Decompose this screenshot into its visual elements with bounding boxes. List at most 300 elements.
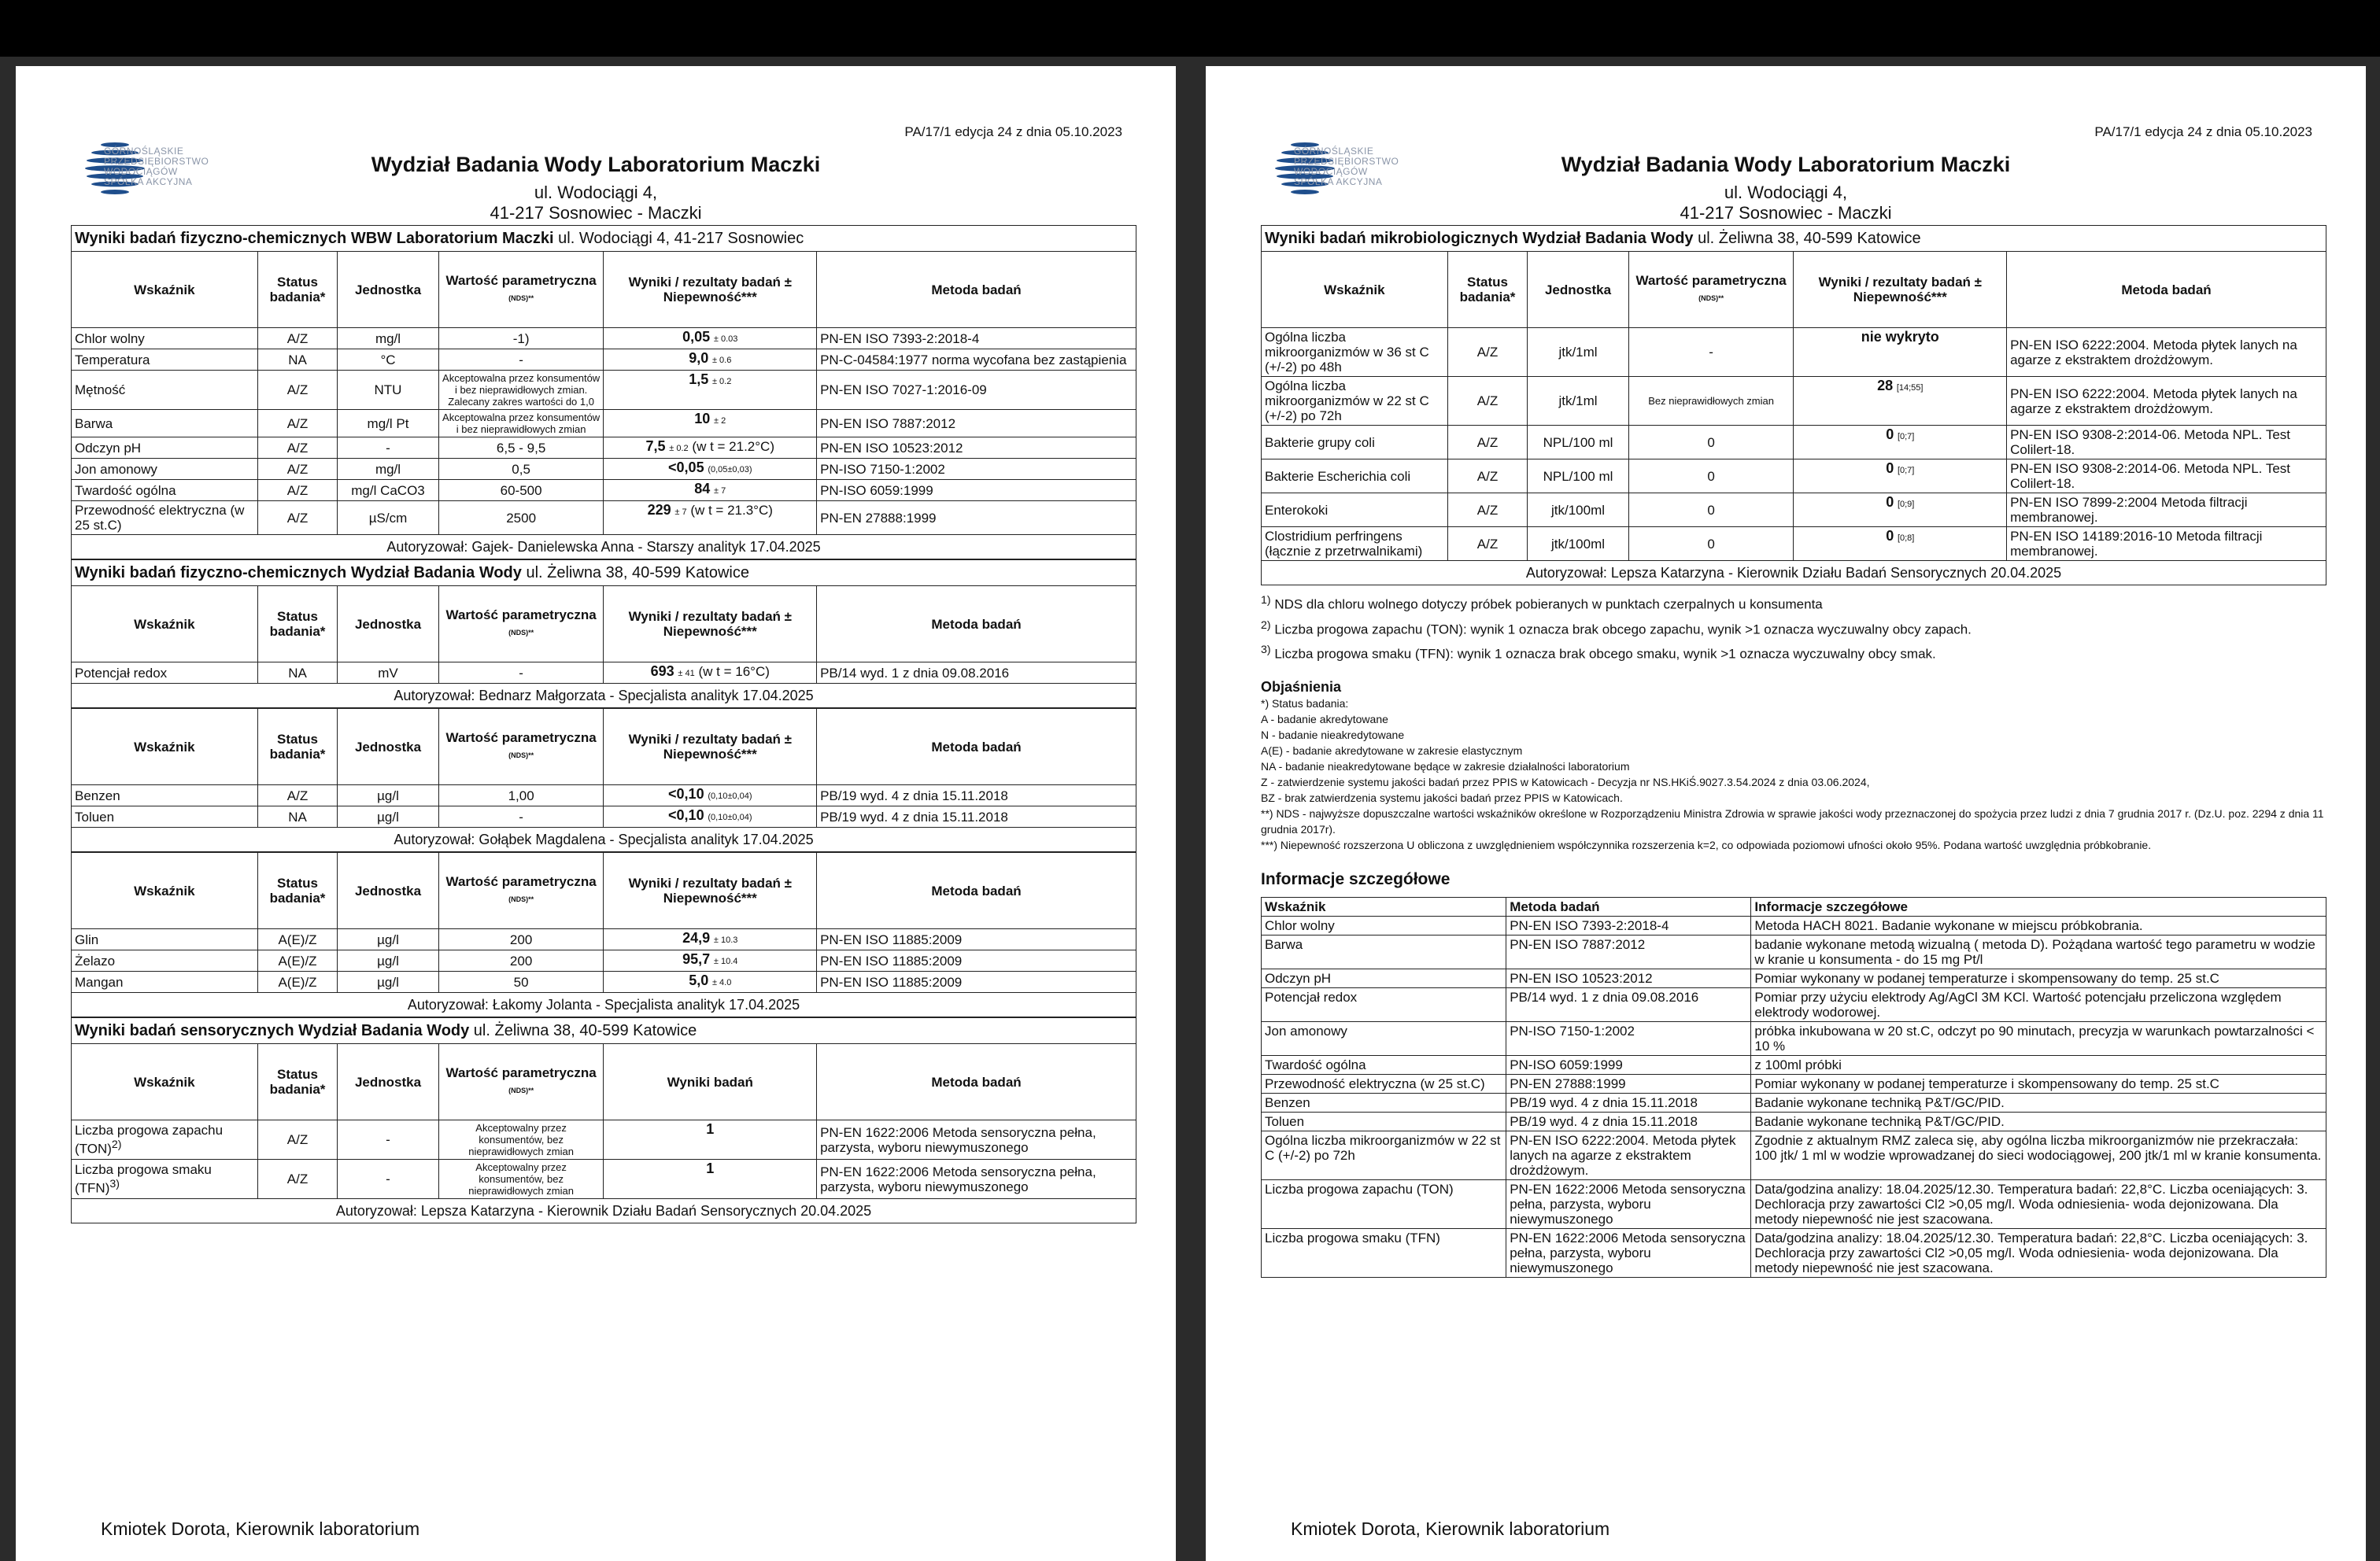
cell-result (604, 328, 817, 349)
cell-indicator: Jon amonowy (72, 459, 258, 480)
table-header-row (72, 1044, 1136, 1120)
section-title-microbiology: Wyniki badań mikrobiologicznych Wydział Badania Wody ul. Żeliwna 38, 40-599 Katowice (1261, 225, 2326, 251)
company-logo-text: GÓRNOŚLĄSKIE PRZEDSIĘBIORSTWO WODOCIĄGÓW SPÓŁKA AKCYJNA (104, 146, 209, 187)
result-value: 28 (1877, 378, 1894, 393)
table-row (72, 371, 1136, 410)
lab-title: Wydział Badania Wody Laboratorium Maczki (371, 153, 821, 176)
cell-result (604, 929, 817, 950)
cell-status: A/Z (257, 1120, 337, 1160)
cell-unit: mg/l (338, 328, 439, 349)
signer: Kmiotek Dorota, Kierownik laboratorium (101, 1519, 420, 1539)
explanation-line: BZ - brak zatwierdzenia systemu jakości badań przez PPIS w Katowicach. (1261, 791, 1623, 804)
cell-status: A/Z (257, 437, 337, 459)
col-header: Wskaźnik (72, 1044, 258, 1120)
cell-parametric: 60-500 (438, 480, 604, 501)
details-row (1262, 916, 2326, 935)
details-cell: z 100ml próbki (1751, 1055, 2326, 1074)
cell-method: PN-C-04584:1977 norma wycofana bez zastąpienia (817, 349, 1136, 371)
lab-address-line2: 41-217 Sosnowiec - Maczki (490, 203, 702, 223)
cell-parametric: - (1628, 328, 1794, 377)
page1-content (71, 225, 1136, 1223)
table-row (72, 950, 1136, 972)
details-cell: Badanie wykonane techniką P&T/GC/PID. (1751, 1112, 2326, 1131)
cell-indicator: Benzen (72, 785, 258, 806)
footnote (1261, 615, 2326, 640)
cell-unit: µg/l (338, 929, 439, 950)
table-row (72, 806, 1136, 828)
col-header: Jednostka (1528, 252, 1629, 328)
explanation-line: Z - zatwierdzenie systemu jakości badań przez PPIS w Katowicach - Decyzja nr NS.HKiŚ.9027.3.54.2024 z dnia 03.06.2024, (1261, 775, 1870, 788)
cell-status: A/Z (257, 501, 337, 535)
cell-method: PN-EN ISO 14189:2016-10 Metoda filtracji membranowej. (2007, 527, 2326, 561)
measure-temp: (w t = 16°C) (698, 664, 770, 679)
cell-status: A/Z (1447, 459, 1527, 493)
cell-status: A/Z (257, 1160, 337, 1199)
cell-result (1794, 426, 2007, 459)
col-header: Status badania* (1447, 252, 1527, 328)
table-row (1262, 328, 2326, 377)
authorization-line: Autoryzował: Lepsza Katarzyna - Kierownik Działu Badań Sensorycznych 20.04.2025 (1261, 561, 2326, 585)
explanation-line: NA - badanie nieakredytowane będące w zakresie działalności laboratorium (1261, 759, 1630, 773)
table-row (72, 410, 1136, 437)
page2-content (1261, 225, 2326, 1278)
col-header: Wyniki / rezultaty badań ± Niepewność*** (604, 252, 817, 328)
signer: Kmiotek Dorota, Kierownik laboratorium (1291, 1519, 1610, 1539)
details-cell: PN-EN 1622:2006 Metoda sensoryczna pełna, parzysta, wyboru niewymuszonego (1506, 1228, 1751, 1277)
footnote (1261, 590, 2326, 615)
cell-indicator: Żelazo (72, 950, 258, 972)
cell-parametric: - (438, 349, 604, 371)
table-row (72, 480, 1136, 501)
cell-method: PN-EN ISO 9308-2:2014-06. Metoda NPL. Test Colilert-18. (2007, 459, 2326, 493)
details-cell: Chlor wolny (1262, 916, 1506, 935)
footnote-ref: 2) (111, 1138, 122, 1152)
footnote-text: Liczba progowa zapachu (TON): wynik 1 oznacza brak obcego zapachu, wynik >1 oznacza wyczuwalny obcy zapach. (1270, 622, 1972, 637)
result-value: 84 (694, 481, 711, 496)
col-header: Metoda badań (817, 709, 1136, 785)
uncertainty: [0;8] (1897, 533, 1915, 543)
col-header: Metoda badań (817, 853, 1136, 929)
table-row (72, 1120, 1136, 1160)
details-cell: Data/godzina analizy: 18.04.2025/12.30. Temperatura badań: 22,8°C. Liczba oceniających: 3. Dechloracja przy zawartości Cl2 >0,05 mg/l. Woda odniesienia- woda dejonizowana. Dla metody niepewność nie jest szacowana. (1751, 1228, 2326, 1277)
details-cell: Zgodnie z aktualnym RMZ zaleca się, aby ogólna liczba mikroorganizmów nie przekraczała: 100 jtk/ 1 ml w wodzie wprowadzanej do sieci wodociągowej, 200 jtk/1 ml w kranie konsumenta. (1751, 1131, 2326, 1179)
results-table-redox (71, 585, 1136, 684)
footnote-text: NDS dla chloru wolnego dotyczy próbek pobieranych w punktach czerpalnych u konsumenta (1270, 596, 1823, 612)
col-header: Wartość parametryczna (NDS)** (438, 586, 604, 662)
lab-title: Wydział Badania Wody Laboratorium Maczki (1561, 153, 2011, 176)
table-row (1262, 459, 2326, 493)
table-header-row (72, 853, 1136, 929)
details-cell: Metoda HACH 8021. Badanie wykonane w miejscu próbkobrania. (1751, 916, 2326, 935)
details-row (1262, 1131, 2326, 1179)
table-row (72, 1160, 1136, 1199)
footnote (1261, 640, 2326, 665)
cell-method: PN-ISO 6059:1999 (817, 480, 1136, 501)
table-row (1262, 377, 2326, 426)
cell-status: NA (257, 349, 337, 371)
details-cell: Pomiar wykonany w podanej temperaturze i skompensowany do temp. 25 st.C (1751, 1074, 2326, 1093)
results-table-benzen-toluen (71, 708, 1136, 828)
table-row (72, 785, 1136, 806)
explanation-line: N - badanie nieakredytowane (1261, 728, 1405, 741)
cell-indicator: Bakterie Escherichia coli (1262, 459, 1448, 493)
details-cell: PN-ISO 6059:1999 (1506, 1055, 1751, 1074)
details-cell: PB/19 wyd. 4 z dnia 15.11.2018 (1506, 1093, 1751, 1112)
col-header: Wyniki / rezultaty badań ± Niepewność*** (604, 586, 817, 662)
details-cell: PN-ISO 7150-1:2002 (1506, 1021, 1751, 1055)
results-table-microbiology (1261, 251, 2326, 561)
cell-parametric: 0 (1628, 493, 1794, 527)
cell-indicator: Chlor wolny (72, 328, 258, 349)
cell-result (604, 806, 817, 828)
cell-parametric: 200 (438, 950, 604, 972)
document-page-2 (1206, 66, 2366, 1561)
details-cell: Pomiar przy użyciu elektrody Ag/AgCl 3M KCl. Wartość potencjału przeliczona względem elektrody wodorowej. (1751, 987, 2326, 1021)
cell-method: PN-EN ISO 11885:2009 (817, 950, 1136, 972)
cell-unit: - (338, 437, 439, 459)
uncertainty: ± 7 (714, 486, 726, 496)
details-cell: próbka inkubowana w 20 st.C, odczyt po 90 minutach, precyzja w warunkach powtarzalności < 10 % (1751, 1021, 2326, 1055)
details-cell: PB/19 wyd. 4 z dnia 15.11.2018 (1506, 1112, 1751, 1131)
cell-method: PN-EN ISO 7887:2012 (817, 410, 1136, 437)
footnote-ref: 3) (109, 1178, 120, 1191)
cell-indicator: Liczba progowa smaku (TFN)$^{3)}$ (72, 1160, 258, 1199)
result-value: 693 (650, 663, 674, 679)
details-header-row (1262, 897, 2326, 916)
cell-result (604, 972, 817, 993)
section-title-physchem-wbw: Wyniki badań fizyczno-chemicznych WBW Laboratorium Maczki ul. Wodociągi 4, 41-217 Sosnowiec (71, 225, 1136, 251)
cell-indicator: Enterokoki (1262, 493, 1448, 527)
col-header: Metoda badań (817, 252, 1136, 328)
details-cell: Ogólna liczba mikroorganizmów w 22 st C (+/-2) po 72h (1262, 1131, 1506, 1179)
result-value: 0,05 (682, 329, 711, 345)
col-header: Metoda badań (2007, 252, 2326, 328)
details-cell: PN-EN 1622:2006 Metoda sensoryczna pełna, parzysta, wyboru niewymuszonego (1506, 1179, 1751, 1228)
details-row (1262, 1074, 2326, 1093)
measure-temp: (w t = 21.3°C) (690, 503, 773, 518)
nds-label: (NDS)** (508, 294, 534, 302)
col-header: Wyniki / rezultaty badań ± Niepewność*** (1794, 252, 2007, 328)
cell-method: PN-EN ISO 7899-2:2004 Metoda filtracji membranowej. (2007, 493, 2326, 527)
col-header: Jednostka (338, 709, 439, 785)
cell-unit: jtk/100ml (1528, 493, 1629, 527)
footnote-text: Liczba progowa smaku (TFN): wynik 1 oznacza brak obcego smaku, wynik >1 oznacza wyczuwalny obcy smak. (1270, 646, 1936, 662)
cell-status: A/Z (1447, 493, 1527, 527)
col-header: Wartość parametryczna (NDS)** (438, 853, 604, 929)
cell-method: PN-EN ISO 7393-2:2018-4 (817, 328, 1136, 349)
cell-status: A/Z (1447, 377, 1527, 426)
cell-indicator: Ogólna liczba mikroorganizmów w 22 st C (+/-2) po 72h (1262, 377, 1448, 426)
nds-label: (NDS)** (508, 1087, 534, 1094)
cell-unit: mg/l Pt (338, 410, 439, 437)
details-cell: Jon amonowy (1262, 1021, 1506, 1055)
result-value: <0,10 (668, 807, 704, 823)
measure-temp: (w t = 21.2°C) (692, 439, 774, 454)
cell-parametric: 6,5 - 9,5 (438, 437, 604, 459)
uncertainty: ± 2 (714, 416, 726, 426)
uncertainty: ± 0.6 (711, 356, 732, 365)
cell-result (604, 480, 817, 501)
details-cell: PN-EN ISO 7393-2:2018-4 (1506, 916, 1751, 935)
details-cell: PN-EN ISO 10523:2012 (1506, 969, 1751, 987)
details-row (1262, 1112, 2326, 1131)
cell-method: PB/19 wyd. 4 z dnia 15.11.2018 (817, 785, 1136, 806)
cell-unit: µg/l (338, 972, 439, 993)
cell-parametric: -1) (438, 328, 604, 349)
uncertainty: ± 10.3 (713, 935, 738, 945)
details-cell: PN-EN 27888:1999 (1506, 1074, 1751, 1093)
uncertainty: ± 0.03 (713, 334, 738, 344)
uncertainty: [0;7] (1897, 432, 1915, 441)
col-header: Wartość parametryczna (NDS)** (438, 1044, 604, 1120)
col-header: Wskaźnik (1262, 897, 1506, 916)
table-header-row (72, 586, 1136, 662)
uncertainty: [14;55] (1896, 383, 1924, 393)
cell-parametric: 1,00 (438, 785, 604, 806)
uncertainty: ± 4.0 (711, 978, 732, 987)
col-header: Metoda badań (817, 1044, 1136, 1120)
result-value: 0 (1886, 460, 1894, 476)
details-row (1262, 935, 2326, 969)
nds-label: (NDS)** (508, 751, 534, 759)
cell-indicator: Twardość ogólna (72, 480, 258, 501)
cell-result (604, 662, 817, 684)
cell-indicator: Ogólna liczba mikroorganizmów w 36 st C (+/-2) po 48h (1262, 328, 1448, 377)
table-row (72, 929, 1136, 950)
table-row (72, 972, 1136, 993)
section-title-sensory: Wyniki badań sensorycznych Wydział Badania Wody ul. Żeliwna 38, 40-599 Katowice (71, 1017, 1136, 1043)
table-row (72, 459, 1136, 480)
cell-indicator: Mętność (72, 371, 258, 410)
authorization-line: Autoryzował: Gołąbek Magdalena - Specjalista analityk 17.04.2025 (71, 828, 1136, 852)
lab-address-line1: ul. Wodociągi 4, (1724, 183, 1848, 202)
cell-method: PN-ISO 7150-1:2002 (817, 459, 1136, 480)
details-title: Informacje szczegółowe (1261, 869, 1451, 888)
col-header: Wskaźnik (72, 586, 258, 662)
authorization-line: Autoryzował: Lepsza Katarzyna - Kierownik Działu Badań Sensorycznych 20.04.2025 (71, 1199, 1136, 1223)
col-header: Status badania* (257, 586, 337, 662)
uncertainty: ± 0.2 (711, 377, 732, 386)
details-cell: Twardość ogólna (1262, 1055, 1506, 1074)
cell-parametric: - (438, 662, 604, 684)
cell-method: PN-EN ISO 11885:2009 (817, 972, 1136, 993)
explanation-line: ***) Niepewność rozszerzona U obliczona z uwzględnieniem współczynnika rozszerzenia k=2, co odpowiada poziomowi ufności około 95%. Podana wartość uwzględnia próbkobranie. (1261, 838, 2152, 851)
cell-status: A/Z (1447, 527, 1527, 561)
cell-status: A/Z (257, 410, 337, 437)
cell-indicator: Toluen (72, 806, 258, 828)
table-header-row (72, 252, 1136, 328)
result-value: <0,05 (668, 459, 704, 475)
cell-status: NA (257, 662, 337, 684)
uncertainty: ± 41 (678, 669, 695, 678)
document-reference: PA/17/1 edycja 24 z dnia 05.10.2023 (904, 124, 1122, 139)
cell-method: PN-EN ISO 6222:2004. Metoda płytek lanych na agarze z ekstraktem drożdżowym. (2007, 328, 2326, 377)
col-header: Wyniki / rezultaty badań ± Niepewność*** (604, 853, 817, 929)
cell-method: PN-EN ISO 10523:2012 (817, 437, 1136, 459)
nds-label: (NDS)** (1698, 294, 1724, 302)
cell-result (1794, 459, 2007, 493)
details-table (1261, 897, 2326, 1278)
result-value: 1,5 (689, 371, 709, 387)
cell-unit: jtk/100ml (1528, 527, 1629, 561)
details-row (1262, 987, 2326, 1021)
details-cell: PB/14 wyd. 1 z dnia 09.08.2016 (1506, 987, 1751, 1021)
cell-indicator: Mangan (72, 972, 258, 993)
cell-unit: jtk/1ml (1528, 328, 1629, 377)
cell-unit: mg/l (338, 459, 439, 480)
col-header: Metoda badań (1506, 897, 1751, 916)
cell-status: A/Z (257, 328, 337, 349)
uncertainty: ± 7 (674, 507, 687, 517)
table-row (1262, 527, 2326, 561)
col-header: Status badania* (257, 1044, 337, 1120)
cell-unit: mV (338, 662, 439, 684)
lab-address-line2: 41-217 Sosnowiec - Maczki (1680, 203, 1892, 223)
cell-indicator: Przewodność elektryczna (w 25 st.C) (72, 501, 258, 535)
table-row (1262, 493, 2326, 527)
explanation-line: **) NDS - najwyższe dopuszczalne wartości wskaźników określone w Rozporządzeniu Ministra Zdrowia w sprawie jakości wody przeznaczonej do spożycia przez ludzi z dnia 7 grudnia 2017 r. (Dz.U. poz. 2294 z dnia 11 grudnia 2017r). (1261, 806, 2324, 836)
cell-parametric: Akceptowalny przez konsumentów, bez nieprawidłowych zmian (438, 1160, 604, 1199)
col-header: Status badania* (257, 252, 337, 328)
authorization-line: Autoryzował: Gajek- Danielewska Anna - Starszy analityk 17.04.2025 (71, 535, 1136, 559)
col-header: Wskaźnik (72, 853, 258, 929)
result-value: nie wykryto (1861, 329, 1939, 345)
cell-result (604, 950, 817, 972)
explanations-title: Objaśnienia (1261, 678, 1342, 695)
cell-indicator: Liczba progowa zapachu (TON)$^{2)}$ (72, 1120, 258, 1160)
result-value: 9,0 (689, 350, 709, 366)
document-reference: PA/17/1 edycja 24 z dnia 05.10.2023 (2094, 124, 2312, 139)
cell-parametric: 0 (1628, 459, 1794, 493)
cell-status: NA (257, 806, 337, 828)
cell-unit: °C (338, 349, 439, 371)
cell-result (1794, 493, 2007, 527)
cell-method: PN-EN ISO 6222:2004. Metoda płytek lanych na agarze z ekstraktem drożdżowym. (2007, 377, 2326, 426)
col-header: Wartość parametryczna (NDS)** (438, 252, 604, 328)
cell-method: PN-EN 1622:2006 Metoda sensoryczna pełna, parzysta, wyboru niewymuszonego (817, 1120, 1136, 1160)
cell-result (604, 1120, 817, 1160)
col-header: Jednostka (338, 853, 439, 929)
result-value: 1 (706, 1121, 715, 1137)
details-row (1262, 1055, 2326, 1074)
col-header: Wartość parametryczna (NDS)** (1628, 252, 1794, 328)
details-cell: PN-EN ISO 6222:2004. Metoda płytek lanych na agarze z ekstraktem drożdżowym. (1506, 1131, 1751, 1179)
cell-status: A/Z (257, 480, 337, 501)
cell-result (604, 459, 817, 480)
result-value: <0,10 (668, 786, 704, 802)
uncertainty: (0,10±0,04) (708, 792, 752, 801)
table-row (72, 662, 1136, 684)
details-cell: Liczba progowa smaku (TFN) (1262, 1228, 1506, 1277)
cell-status: A(E)/Z (257, 929, 337, 950)
cell-result (604, 371, 817, 410)
cell-method: PB/19 wyd. 4 z dnia 15.11.2018 (817, 806, 1136, 828)
col-header: Wskaźnik (72, 709, 258, 785)
document-page-1 (16, 66, 1176, 1561)
uncertainty: ± 10.4 (713, 957, 738, 966)
result-value: 0 (1886, 528, 1894, 544)
footnote-marker: 1) (1261, 594, 1271, 607)
uncertainty: (0,10±0,04) (708, 813, 752, 822)
cell-result (604, 410, 817, 437)
cell-result (604, 437, 817, 459)
col-header: Informacje szczegółowe (1751, 897, 2326, 916)
explanation-line: *) Status badania: (1261, 696, 1349, 710)
cell-parametric: 0 (1628, 426, 1794, 459)
cell-parametric: Akceptowalna przez konsumentów i bez nieprawidłowych zmian. Zalecany zakres wartości do 1,0 (438, 371, 604, 410)
result-value: 0 (1886, 494, 1894, 510)
col-header: Wartość parametryczna (NDS)** (438, 709, 604, 785)
uncertainty: [0;9] (1897, 500, 1915, 509)
cell-status: A/Z (1447, 426, 1527, 459)
cell-unit: NPL/100 ml (1528, 459, 1629, 493)
table-row (72, 349, 1136, 371)
details-cell: badanie wykonane metodą wizualną ( metoda D). Pożądana wartość tego parametru w wodzie w kranie u konsumenta - do 15 mg Pt/l (1751, 935, 2326, 969)
cell-parametric: 2500 (438, 501, 604, 535)
details-cell: Przewodność elektryczna (w 25 st.C) (1262, 1074, 1506, 1093)
cell-parametric: 200 (438, 929, 604, 950)
cell-indicator: Barwa (72, 410, 258, 437)
results-table-sensory (71, 1043, 1136, 1199)
cell-result (1794, 527, 2007, 561)
cell-status: A/Z (257, 785, 337, 806)
cell-indicator: Glin (72, 929, 258, 950)
col-header: Wyniki / rezultaty badań ± Niepewność*** (604, 709, 817, 785)
cell-unit: jtk/1ml (1528, 377, 1629, 426)
cell-unit: µg/l (338, 950, 439, 972)
authorization-line: Autoryzował: Bednarz Małgorzata - Specjalista analityk 17.04.2025 (71, 684, 1136, 708)
uncertainty: [0;7] (1897, 466, 1915, 475)
lab-address-line1: ul. Wodociągi 4, (534, 183, 658, 202)
result-value: 0 (1886, 426, 1894, 442)
cell-result (604, 1160, 817, 1199)
cell-indicator: Odczyn pH (72, 437, 258, 459)
results-table-physchem-wbw (71, 251, 1136, 535)
uncertainty: (0,05±0,03) (708, 465, 752, 474)
cell-method: PN-EN ISO 9308-2:2014-06. Metoda NPL. Test Colilert-18. (2007, 426, 2326, 459)
table-row (72, 501, 1136, 535)
cell-method: PB/14 wyd. 1 z dnia 09.08.2016 (817, 662, 1136, 684)
cell-parametric: Akceptowalny przez konsumentów, bez nieprawidłowych zmian (438, 1120, 604, 1160)
explanations (1261, 696, 2326, 853)
cell-parametric: Akceptowalna przez konsumentów i bez nieprawidłowych zmian (438, 410, 604, 437)
col-header: Wskaźnik (72, 252, 258, 328)
cell-indicator: Potencjał redox (72, 662, 258, 684)
details-cell: Pomiar wykonany w podanej temperaturze i skompensowany do temp. 25 st.C (1751, 969, 2326, 987)
results-table-metals (71, 852, 1136, 993)
cell-method: PN-EN ISO 7027-1:2016-09 (817, 371, 1136, 410)
col-header: Status badania* (257, 853, 337, 929)
cell-parametric: 0,5 (438, 459, 604, 480)
footnotes (1261, 590, 2326, 665)
cell-result (1794, 328, 2007, 377)
result-value: 7,5 (645, 438, 666, 454)
col-header: Jednostka (338, 586, 439, 662)
nds-label: (NDS)** (508, 629, 534, 637)
details-row (1262, 1179, 2326, 1228)
cell-parametric: 0 (1628, 527, 1794, 561)
details-cell: Potencjał redox (1262, 987, 1506, 1021)
cell-indicator: Clostridium perfringens (łącznie z przetrwalnikami) (1262, 527, 1448, 561)
cell-unit: µS/cm (338, 501, 439, 535)
col-header: Metoda badań (817, 586, 1136, 662)
cell-unit: mg/l CaCO3 (338, 480, 439, 501)
explanation-line: A - badanie akredytowane (1261, 712, 1388, 725)
details-row (1262, 969, 2326, 987)
authorization-line: Autoryzował: Łakomy Jolanta - Specjalista analityk 17.04.2025 (71, 993, 1136, 1017)
result-value: 5,0 (689, 972, 709, 988)
cell-unit: µg/l (338, 785, 439, 806)
